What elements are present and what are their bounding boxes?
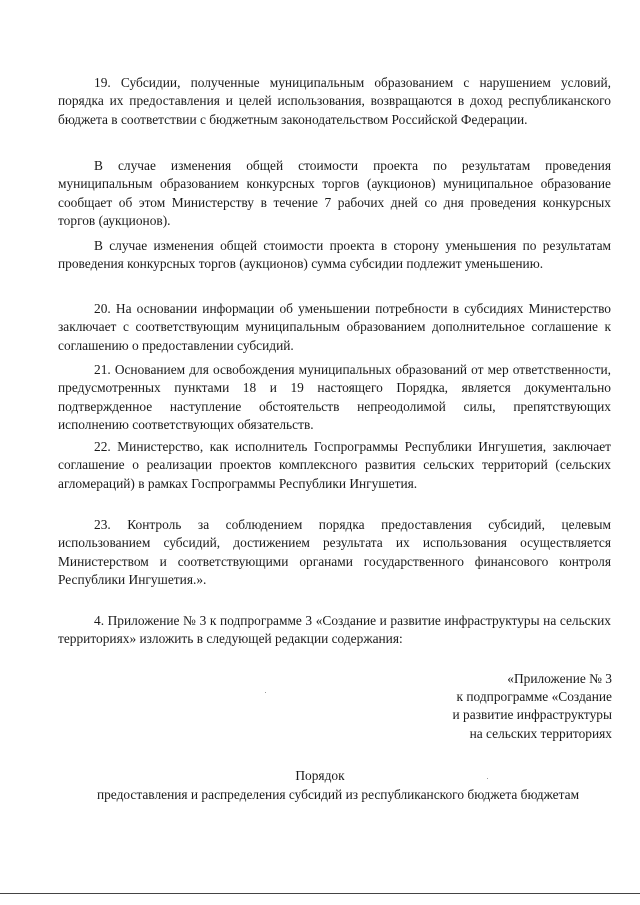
appendix-heading bbox=[453, 670, 612, 743]
paragraph-21 bbox=[58, 361, 611, 435]
section-title: Порядок bbox=[295, 768, 345, 783]
appendix-line: к подпрограмме «Создание bbox=[456, 689, 612, 705]
paragraph-text: 21. Основанием для освобождения муниципальных образований от мер ответственности, предусмотренных пунктами 18 и 19 настоящего Порядка, является документально подтвержденное наступление обстоятельств непреодолимой силы, препятствующих исполнению соответствующих обязательств. bbox=[58, 362, 611, 433]
paragraph-text: 20. На основании информации об уменьшении потребности в субсидиях Министерство заключает с соответствующим муниципальным образованием дополнительное соглашение к соглашению о предоставлении субсидий. bbox=[58, 301, 611, 353]
page-bottom-edge bbox=[0, 893, 640, 894]
scan-speck bbox=[487, 778, 488, 779]
paragraph-19 bbox=[58, 74, 611, 129]
paragraph-text: 4. Приложение № 3 к подпрограмме 3 «Создание и развитие инфраструктуры на сельских территориях» изложить в следующей редакции содержания: bbox=[58, 613, 611, 647]
paragraph-cost-change-notice bbox=[58, 157, 611, 231]
appendix-line: и развитие инфраструктуры bbox=[452, 707, 612, 723]
paragraph-text: 19. Субсидии, полученные муниципальным образованием с нарушением условий, порядка их предоставления и целей использования, возвращаются в доход республиканского бюджета в соответствии с бюджетным законодательством Российской Федерации. bbox=[58, 75, 611, 127]
paragraph-22 bbox=[58, 438, 611, 493]
scan-speck bbox=[265, 692, 266, 693]
paragraph-text: В случае изменения общей стоимости проекта в сторону уменьшения по результатам проведения конкурсных торгов (аукционов) сумма субсидии подлежит уменьшению. bbox=[58, 238, 611, 272]
paragraph-text: 22. Министерство, как исполнитель Госпрограммы Республики Ингушетия, заключает соглашение о реализации проектов комплексного развития сельских территорий (сельских агломераций) в рамках Госпрограммы Республики Ингушетия. bbox=[58, 439, 611, 491]
paragraph-text: 23. Контроль за соблюдением порядка предоставления субсидий, целевым использованием субсидий, достижением результата их использования осуществляется Министерством и соответствующими органами государственного финансового контроля Республики Ингушетия.». bbox=[58, 517, 611, 588]
paragraph-text: В случае изменения общей стоимости проекта по результатам проведения муниципальным образованием конкурсных торгов (аукционов) муниципальное образование сообщает об этом Министерству в течение 7 рабочих дней со дня проведения конкурсных торгов (аукционов). bbox=[58, 158, 611, 229]
paragraph-23 bbox=[58, 516, 611, 590]
paragraph-20 bbox=[58, 300, 611, 355]
appendix-line: «Приложение № 3 bbox=[507, 671, 612, 686]
appendix-line: на сельских территориях bbox=[469, 725, 612, 741]
section-subtitle: предоставления и распределения субсидий из республиканского бюджета бюджетам bbox=[96, 787, 580, 802]
paragraph-cost-decrease bbox=[58, 237, 611, 274]
paragraph-item-4 bbox=[58, 612, 611, 649]
